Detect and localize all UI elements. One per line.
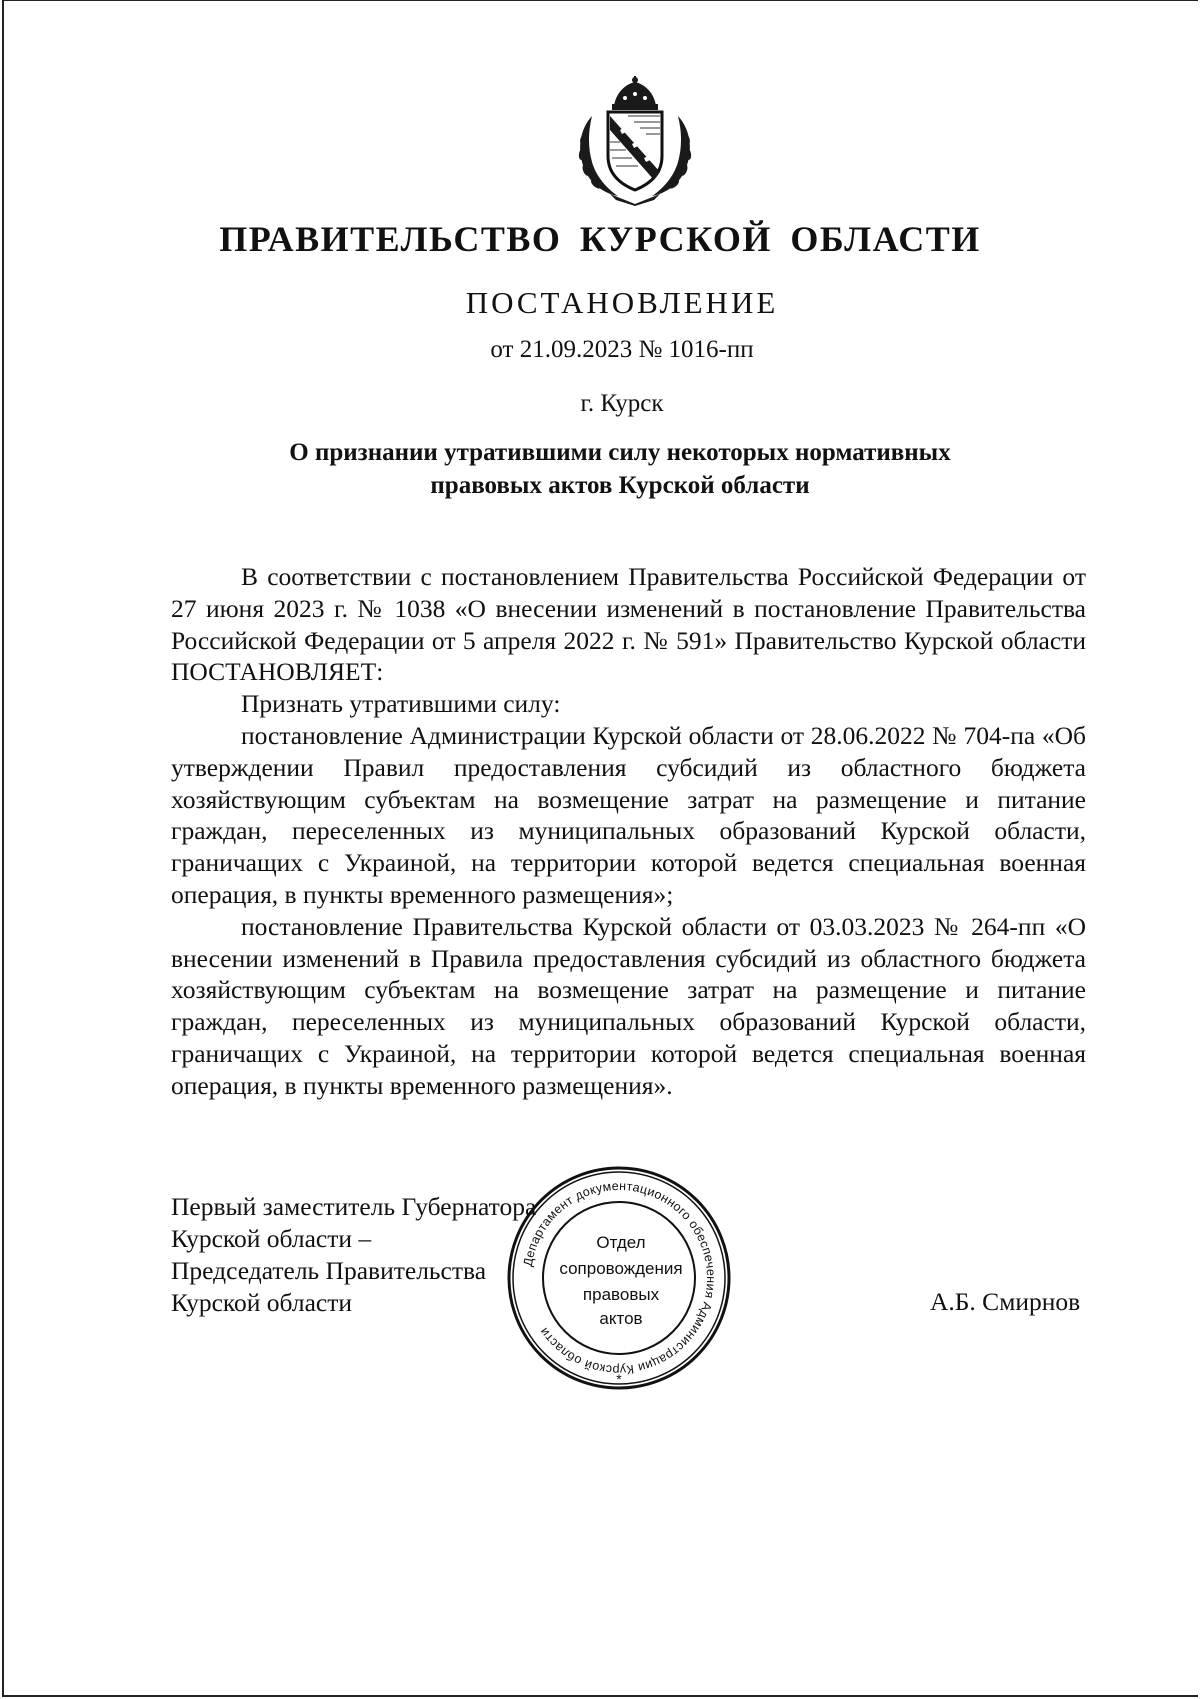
position-line: Председатель Правительства — [171, 1256, 487, 1285]
position-line: Курской области – — [171, 1224, 372, 1253]
stamp-center-line: правовых — [582, 1285, 660, 1304]
stamp-center-line: Отдел — [596, 1233, 646, 1252]
subject-line-1: О признании утратившими силу некоторых нормативных — [289, 439, 951, 466]
document-body — [171, 561, 1086, 1102]
official-stamp — [505, 1164, 733, 1392]
stamp-center-line: актов — [599, 1309, 643, 1328]
repealed-act-2: постановление Правительства Курской области от 03.03.2023 № 264-пп «О внесении изменений в Правила предоставления субсидий из областного бюджета хозяйствующим субъектам на возмещение затрат на размещение и питание граждан, переселенных из муниципальных образований Курской области, граничащих с Украиной, на территории которой ведется специальная военная операция, в пункты временного размещения». — [171, 911, 1086, 1100]
document-type: ПОСТАНОВЛЕНИЕ — [465, 285, 779, 320]
preamble-paragraph: В соответствии с постановлением Правительства Российской Федерации от 27 июня 2023 г. № 1038 «О внесении изменений в постановление Правительства Российской Федерации от 5 апреля 2022 г. № 591» Правительство Курской области ПОСТАНОВЛЯЕТ: — [171, 562, 1086, 687]
government-title: ПРАВИТЕЛЬСТВО КУРСКОЙ ОБЛАСТИ — [219, 219, 981, 259]
stamp-outer-ring-inner — [513, 1172, 725, 1384]
stamp-center-line: сопровождения — [559, 1259, 683, 1278]
decision-paragraph: Признать утратившими силу: — [241, 689, 561, 719]
coat-of-arms-icon — [570, 76, 700, 206]
stamp-inner-ring — [543, 1202, 695, 1354]
signatory-name: А.Б. Смирнов — [930, 1287, 1081, 1316]
document-subject — [250, 436, 990, 502]
subject-line-2: правовых актов Курской области — [430, 472, 810, 499]
position-line: Курской области — [171, 1288, 353, 1317]
document-city: г. Курск — [580, 390, 664, 417]
document-number-date: от 21.09.2023 № 1016-пп — [490, 336, 754, 363]
repealed-act-1: постановление Администрации Курской области от 28.06.2022 № 704-па «Об утверждении Правил предоставления субсидий из областного бюджета хозяйствующим субъектам на возмещение затрат на размещение и питание граждан, переселенных из муниципальных образований Курской области, граничащих с Украиной, на территории которой ведется специальная военная операция, в пункты временного размещения»; — [171, 720, 1086, 909]
stamp-ring-text: Департамент документационного обеспечения Администрации Курской области — [520, 1178, 719, 1378]
stamp-star: * — [616, 1371, 622, 1387]
position-line: Первый заместитель Губернатора — [171, 1192, 537, 1221]
